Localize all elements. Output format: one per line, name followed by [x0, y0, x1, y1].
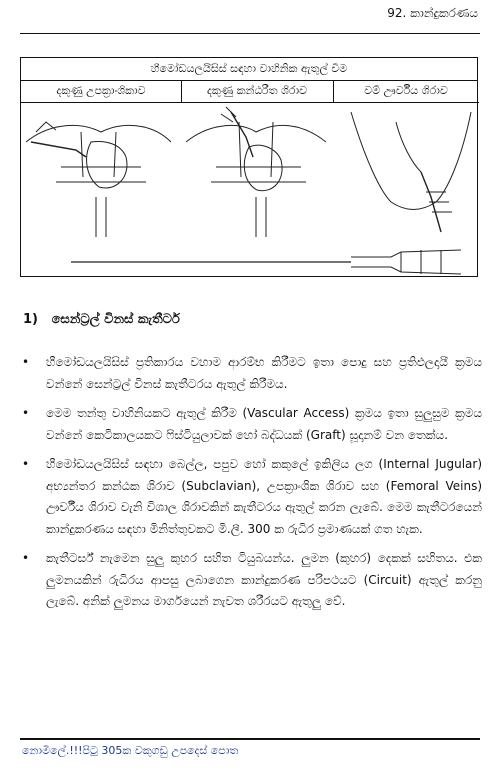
footer-divider — [20, 738, 480, 740]
bullet-text: මෙම තන්තු වාහිනියකට ඇතුල් කිරීම (Vascular Access) ක්‍රමය ඉතා සුලුසුම ක්‍රමය වන්නේ කෙටිකාලයකට ෆිස්ටියුලාවක් හෝ බද්ධයක් (Graft) සූදානම් වන තෙක්ය. — [46, 406, 482, 442]
catheter-drawing — [71, 250, 461, 274]
footer-text: නොමිලේ.!!!පිටු 305ක වකුගඩු උපදෙස් පොත — [22, 744, 239, 757]
femoral-leg-drawing — [351, 112, 471, 232]
bullet-dot: • — [22, 355, 30, 369]
bullet-dot: • — [22, 406, 30, 420]
bullet-dot: • — [22, 551, 30, 565]
section-title: සෙන්ට්‍රල් විනස් කැතීටර් — [51, 312, 180, 327]
figure-column-jugular: දකුණු කන්ඨරීත ශිරාව — [181, 80, 334, 103]
figure-title: හීමෝඩයලයිසිස් සඳහා වාහිනික ඇතුල් වීම — [21, 58, 477, 81]
torso-jugular-drawing — [186, 107, 326, 237]
bullet-text: කැතීටර්ස් නැමෙන සුලු කුහර සහිත ටියුබයන්ය. ලුමන (කුහර) දෙකක් සහිතය. එක ලුමනයකින් රුධිරය ආපසු ලබාගෙන කාන්දුකරණ පරිපථයට (Circuit) ඇතුල් කරනු ලැබේ. අනික් ලුමනය මාර්ගයෙන් නැවත ශරීරයට ඇතුලු වේ. — [46, 551, 482, 608]
bullet-item — [20, 403, 482, 446]
bullet-text: හීමෝඩයලයිසිස් සඳහා බෙල්ල, පපුව හෝ කකුලේ ඉකිලිය ලග (Internal Jugular) අභ්‍යන්තර කන්ඨක ශිරාව (Subclavian), උපක්‍රාංශික ශිරාව සහ (Femoral Veins) ඌර්වීය ශිරාව වැනි විශාල ශිරාවකින් කැතීටරය ඇතුල් කරන ලැබේ. මෙම කැතීටරයෙන් කාන්දුකරණය සඳහා මිනිත්තුවකට මි.ලී. 300 ක රුධිර ප්‍රමාණයක් ගත හැක. — [46, 457, 482, 536]
torso-subclavian-drawing — [26, 122, 171, 237]
section-heading — [23, 312, 180, 327]
bullet-dot: • — [22, 457, 30, 471]
bullet-list — [20, 352, 482, 621]
section-number: 1) — [23, 312, 38, 327]
header-divider — [20, 33, 480, 34]
vascular-access-figure — [20, 57, 478, 277]
bullet-item — [20, 352, 482, 395]
bullet-item — [20, 454, 482, 540]
bullet-text: හීමෝඩයලයිසිස් ප්‍රතිකාරය වහාම ආරම්භ කිරීමට ඉතා පොදු සහ ප්‍රතිඵලදායී ක්‍රමය වන්නේ සෙන්ට්‍රල් විනස් කැතීටරය ඇතුල් කිරීමය. — [46, 355, 482, 391]
page-header-title: 92. කාන්දුකරණය — [387, 6, 478, 20]
figure-column-subclavian: දකුණු උපක්‍රාංශිකාව — [21, 80, 182, 103]
figure-column-femoral: වම් ඌර්වීය ශිරාව — [333, 80, 479, 103]
catheter-illustration — [21, 102, 477, 276]
bullet-item — [20, 548, 482, 613]
